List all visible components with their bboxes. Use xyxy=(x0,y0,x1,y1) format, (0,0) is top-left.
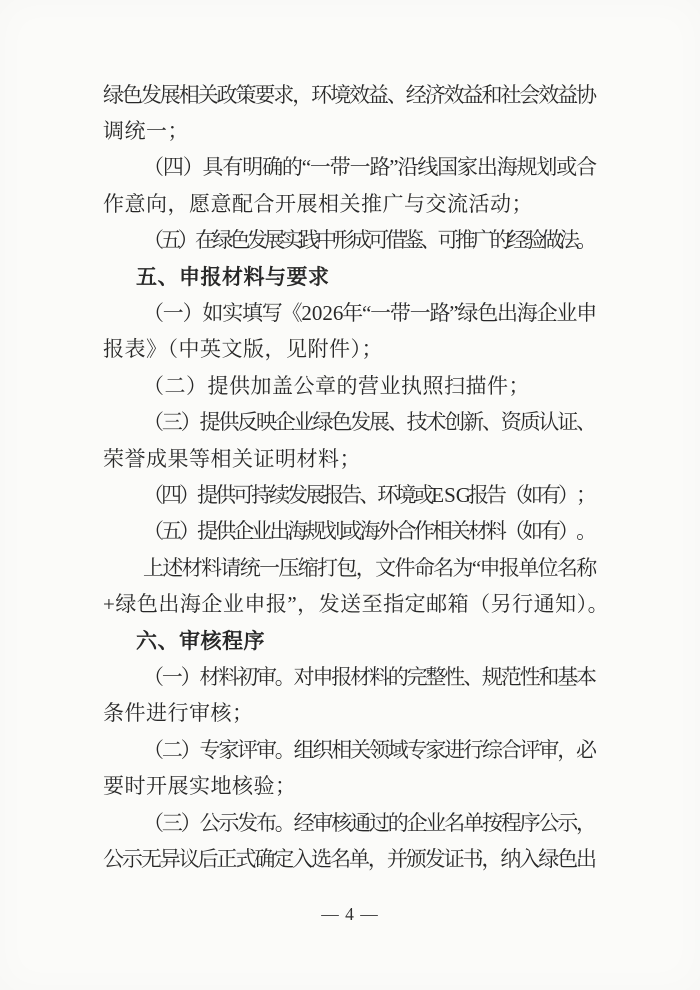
text-line: 条件进行审核； xyxy=(103,701,254,726)
page-number: — 4 — xyxy=(321,904,379,924)
text-line: （ 一 ） 如 实 填 写 《 2026 年 “ 一 带 一 路 ” 绿 色 出 海 企 业 申 xyxy=(143,301,598,326)
text-line: 绿 色 发 展 相 关 政 策 要 求 ， 环 境 效 益 、 经 济 效 益 和 社 会 效 益 协 xyxy=(103,82,598,107)
text-line: （ 四 ） 提 供 可 持 续 发 展 报 告 、 环 境 或 ESG 报 告 （ 如 有 ） ； xyxy=(143,482,598,507)
text-line: 调统一； xyxy=(103,119,189,144)
text-line: 荣誉成果等相关证明材料； xyxy=(103,446,361,471)
text-line: （ 三 ） 提 供 反 映 企 业 绿 色 发 展 、 技 术 创 新 、 资 质 认 证 、 xyxy=(143,410,598,435)
section-heading: 六、审核程序 xyxy=(136,629,265,653)
text-line: （ 五 ） 在 绿 色 发 展 实 践 中 形 成 可 借 鉴 、 可 推 广 的 经 验 做 法 。 xyxy=(143,228,598,253)
document-body xyxy=(103,77,610,878)
section-heading: 五、申报材料与要求 xyxy=(136,265,330,289)
text-line: （ 五 ） 提 供 企 业 出 海 规 划 或 海 外 合 作 相 关 材 料 （ 如 有 ） 。 xyxy=(143,519,598,544)
text-line: 要时开展实地核验； xyxy=(103,774,297,799)
text-line: （ 四 ） 具 有 明 确 的 “ 一 带 一 路 ” 沿 线 国 家 出 海 规 划 或 合 xyxy=(143,155,598,180)
text-line: 公 示 无 异 议 后 正 式 确 定 入 选 名 单 ， 并 颁 发 证 书 ， 纳 入 绿 色 出 xyxy=(103,846,598,871)
text-line: （ 三 ） 公 示 发 布 。 经 审 核 通 过 的 企 业 名 单 按 程 序 公 示 ， xyxy=(143,810,598,835)
text-line: 报表》（中英文版，见附件）； xyxy=(103,337,383,362)
text-line: 上 述 材 料 请 统 一 压 缩 打 包 ， 文 件 命 名 为 “ 申 报 单 位 名 称 xyxy=(143,555,598,580)
text-line: （二）提供加盖公章的营业执照扫描件； xyxy=(143,373,530,398)
text-line: （ 一 ） 材 料 初 审 。 对 申 报 材 料 的 完 整 性 、 规 范 性 和 基 本 xyxy=(143,664,598,689)
text-line: 作意向，愿意配合开展相关推广与交流活动； xyxy=(103,191,533,216)
text-line: （ 二 ） 专 家 评 审 。 组 织 相 关 领 域 专 家 进 行 综 合 评 审 ， 必 xyxy=(143,737,598,762)
text-line: +绿色出海企业申报”，发送至指定邮箱（另行通知）。 xyxy=(103,592,610,617)
